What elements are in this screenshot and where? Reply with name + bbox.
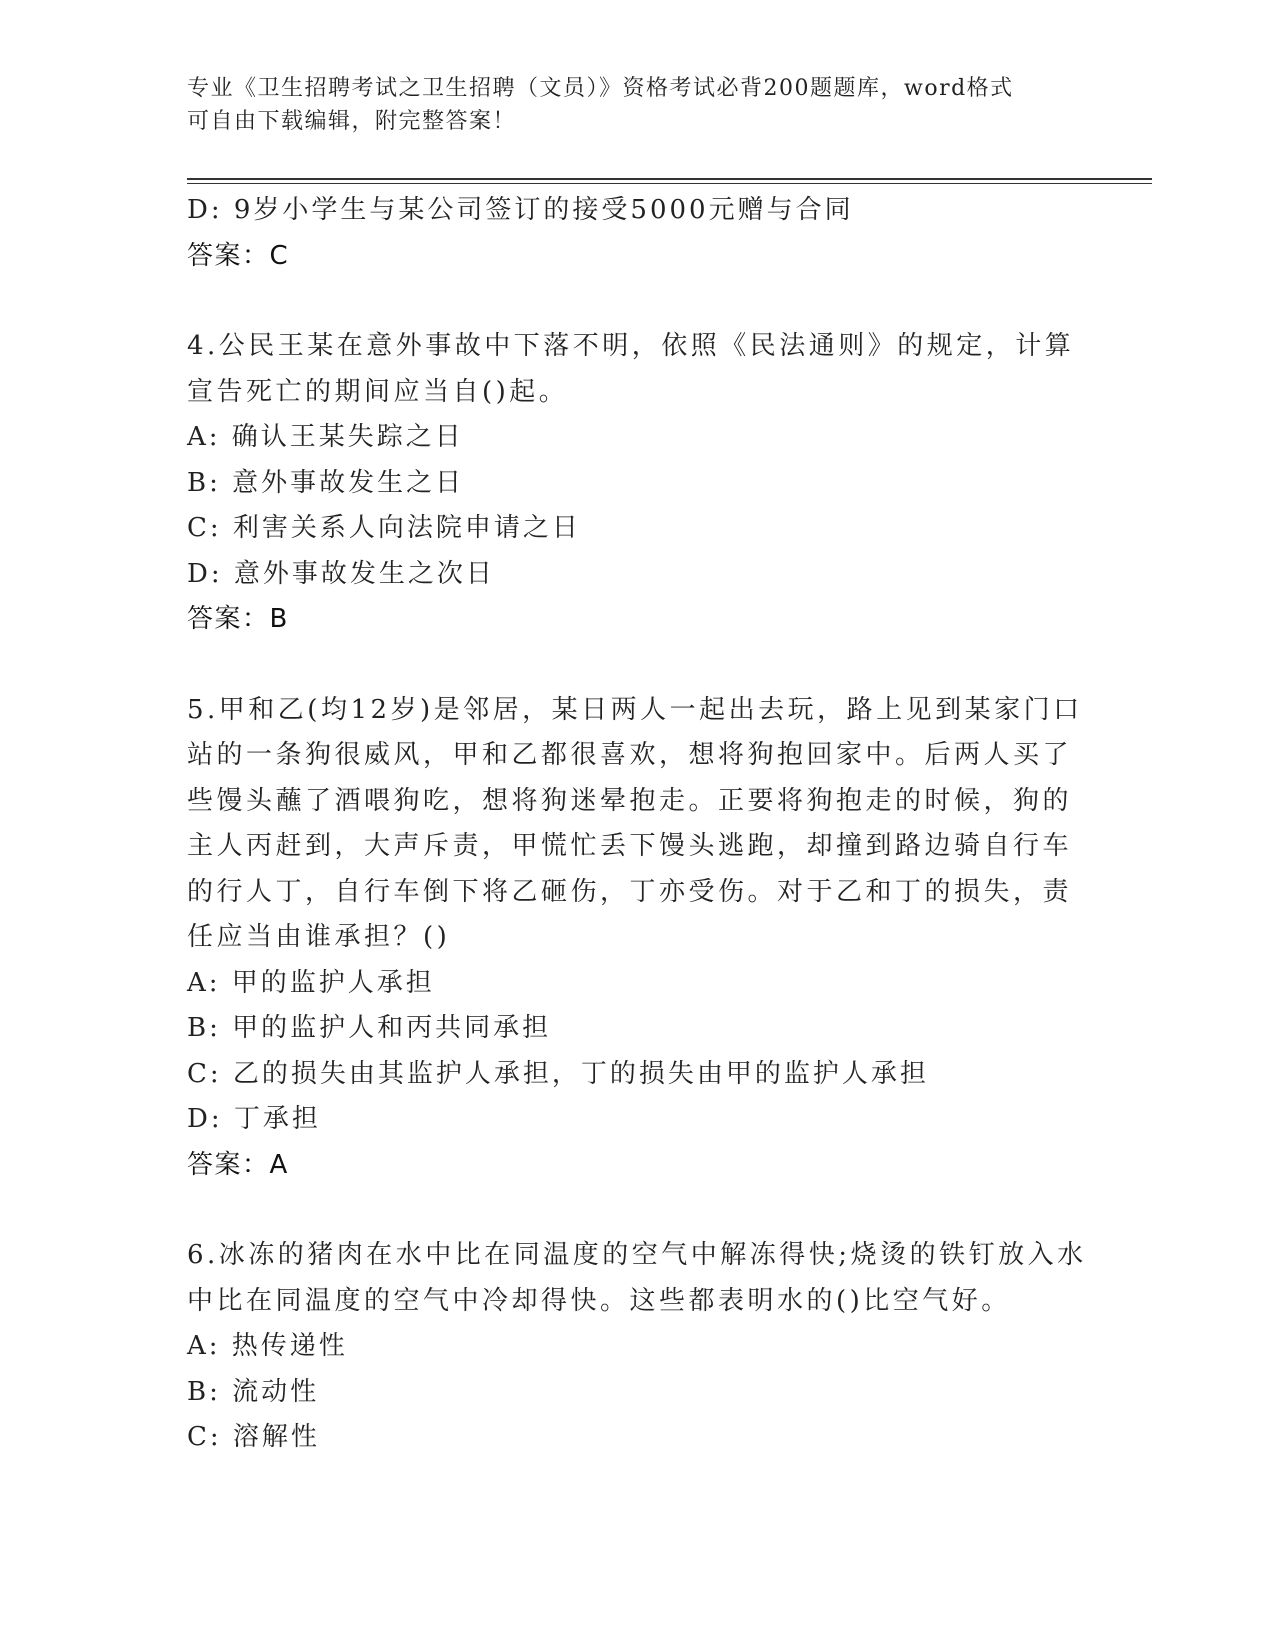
option-b: B: 甲的监护人和丙共同承担 — [187, 1013, 552, 1043]
header-title-line-1: 专业《卫生招聘考试之卫生招聘（文员）》资格考试必背200题题库，word格式 — [187, 76, 1014, 101]
option-c: C: 乙的损失由其监护人承担，丁的损失由甲的监护人承担 — [187, 1058, 929, 1089]
question-3-tail — [187, 188, 1087, 279]
option-d: D: 意外事故发生之次日 — [187, 558, 495, 589]
header-divider-thin — [187, 183, 1152, 184]
header-title-line-2: 可自由下载编辑，附完整答案！ — [187, 109, 517, 134]
spacer — [187, 279, 1087, 324]
question-content — [187, 188, 1087, 1461]
question-stem-line: 的行人丁，自行车倒下将乙砸伤，丁亦受伤。对于乙和丁的损失，责 — [187, 876, 1073, 907]
option-b: B: 流动性 — [187, 1376, 320, 1407]
option-a: A: 甲的监护人承担 — [187, 967, 435, 998]
question-stem-line: 主人丙赶到，大声斥责，甲慌忙丢下馒头逃跑，却撞到路边骑自行车 — [187, 831, 1073, 861]
spacer — [187, 1188, 1087, 1233]
spacer — [187, 643, 1087, 688]
question-stem-line: 些馒头蘸了酒喂狗吃，想将狗迷晕抱走。正要将狗抱走的时候，狗的 — [187, 785, 1073, 816]
option-c: C: 利害关系人向法院申请之日 — [187, 513, 581, 543]
question-stem-line: 中比在同温度的空气中冷却得快。这些都表明水的()比空气好。 — [187, 1285, 1011, 1316]
question-stem-line: 宣告死亡的期间应当自()起。 — [187, 376, 569, 407]
answer-line: 答案：A — [187, 1149, 289, 1180]
option-d: D: 丁承担 — [187, 1104, 321, 1134]
question-stem-line: 5.甲和乙(均12岁)是邻居，某日两人一起出去玩，路上见到某家门口 — [187, 694, 1083, 725]
question-stem-line: 4.公民王某在意外事故中下落不明，依照《民法通则》的规定，计算 — [187, 331, 1075, 361]
header-divider-thick — [187, 178, 1152, 180]
option-d: D: 9岁小学生与某公司签订的接受5000元赠与合同 — [187, 195, 854, 225]
answer-line: 答案：B — [187, 604, 289, 634]
option-a: A: 热传递性 — [187, 1331, 348, 1361]
answer-line: 答案：C — [187, 240, 290, 271]
question-stem-line: 任应当由谁承担？() — [187, 922, 451, 952]
option-c: C: 溶解性 — [187, 1422, 320, 1452]
question-4 — [187, 324, 1087, 643]
question-stem-line: 6.冰冻的猪肉在水中比在同温度的空气中解冻得快;烧烫的铁钉放入水 — [187, 1240, 1087, 1270]
option-a: A: 确认王某失踪之日 — [187, 422, 464, 452]
option-b: B: 意外事故发生之日 — [187, 467, 465, 498]
question-5 — [187, 688, 1087, 1189]
page-header — [187, 72, 1087, 138]
question-stem-line: 站的一条狗很威风，甲和乙都很喜欢，想将狗抱回家中。后两人买了 — [187, 740, 1073, 770]
question-6 — [187, 1233, 1087, 1461]
